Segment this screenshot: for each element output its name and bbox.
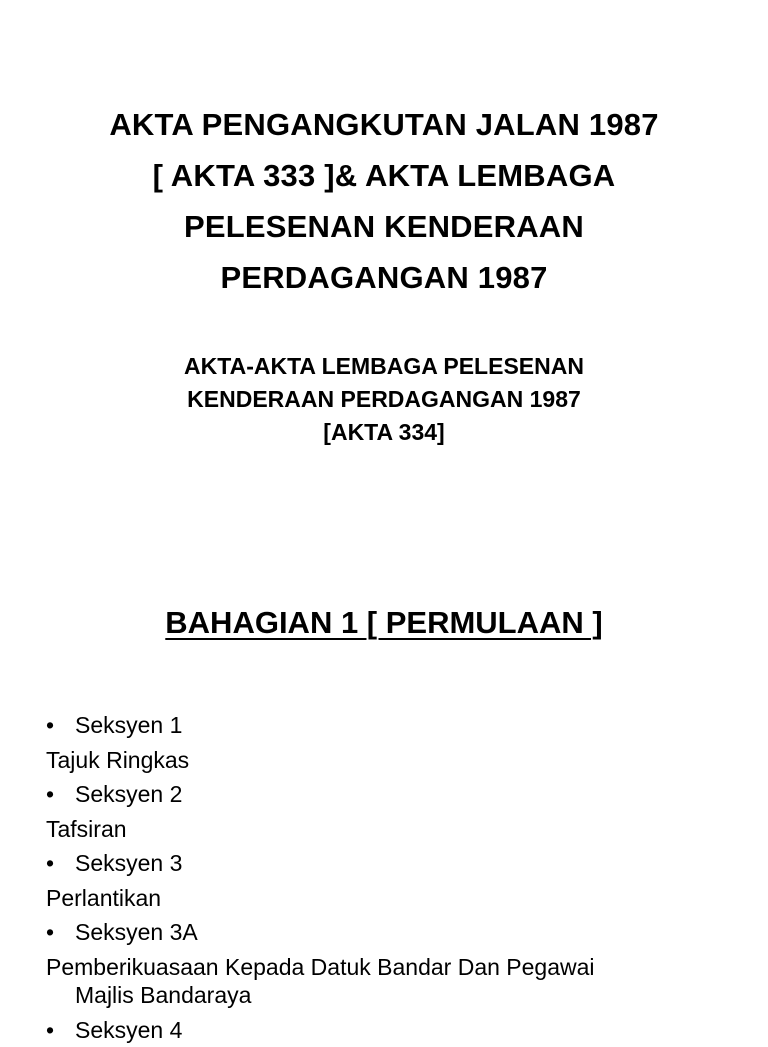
subtitle-line: KENDERAAN PERDAGANGAN 1987: [40, 383, 728, 416]
list-item: [46, 915, 746, 950]
title-line: PERDAGANGAN 1987: [40, 252, 728, 303]
bullet-icon: •: [46, 1013, 54, 1047]
document-subtitle: [40, 350, 728, 449]
list-item: [46, 1013, 746, 1047]
document-title: [40, 99, 728, 303]
list-item: [46, 777, 746, 812]
subtitle-line: [AKTA 334]: [40, 416, 728, 449]
section-list: [46, 708, 746, 1047]
title-line: PELESENAN KENDERAAN: [40, 201, 728, 252]
bullet-icon: •: [46, 708, 54, 743]
section-label: Seksyen 4: [75, 1017, 182, 1043]
section-heading: BAHAGIAN 1 [ PERMULAAN ]: [40, 598, 728, 648]
section-label: Seksyen 1: [75, 712, 182, 738]
section-description: Perlantikan: [46, 881, 746, 916]
bullet-icon: •: [46, 915, 54, 950]
title-line: [ AKTA 333 ]& AKTA LEMBAGA: [40, 150, 728, 201]
section-description-continued: Majlis Bandaraya: [46, 978, 746, 1013]
section-label: Seksyen 3: [75, 850, 182, 876]
section-description: Tajuk Ringkas: [46, 743, 746, 778]
bullet-icon: •: [46, 777, 54, 812]
section-label: Seksyen 2: [75, 781, 182, 807]
list-item: [46, 708, 746, 743]
title-line: AKTA PENGANGKUTAN JALAN 1987: [40, 99, 728, 150]
subtitle-line: AKTA-AKTA LEMBAGA PELESENAN: [40, 350, 728, 383]
section-description: Tafsiran: [46, 812, 746, 847]
list-item: [46, 846, 746, 881]
section-description: Pemberikuasaan Kepada Datuk Bandar Dan Pegawai: [46, 950, 746, 985]
section-label: Seksyen 3A: [75, 919, 198, 945]
bullet-icon: •: [46, 846, 54, 881]
